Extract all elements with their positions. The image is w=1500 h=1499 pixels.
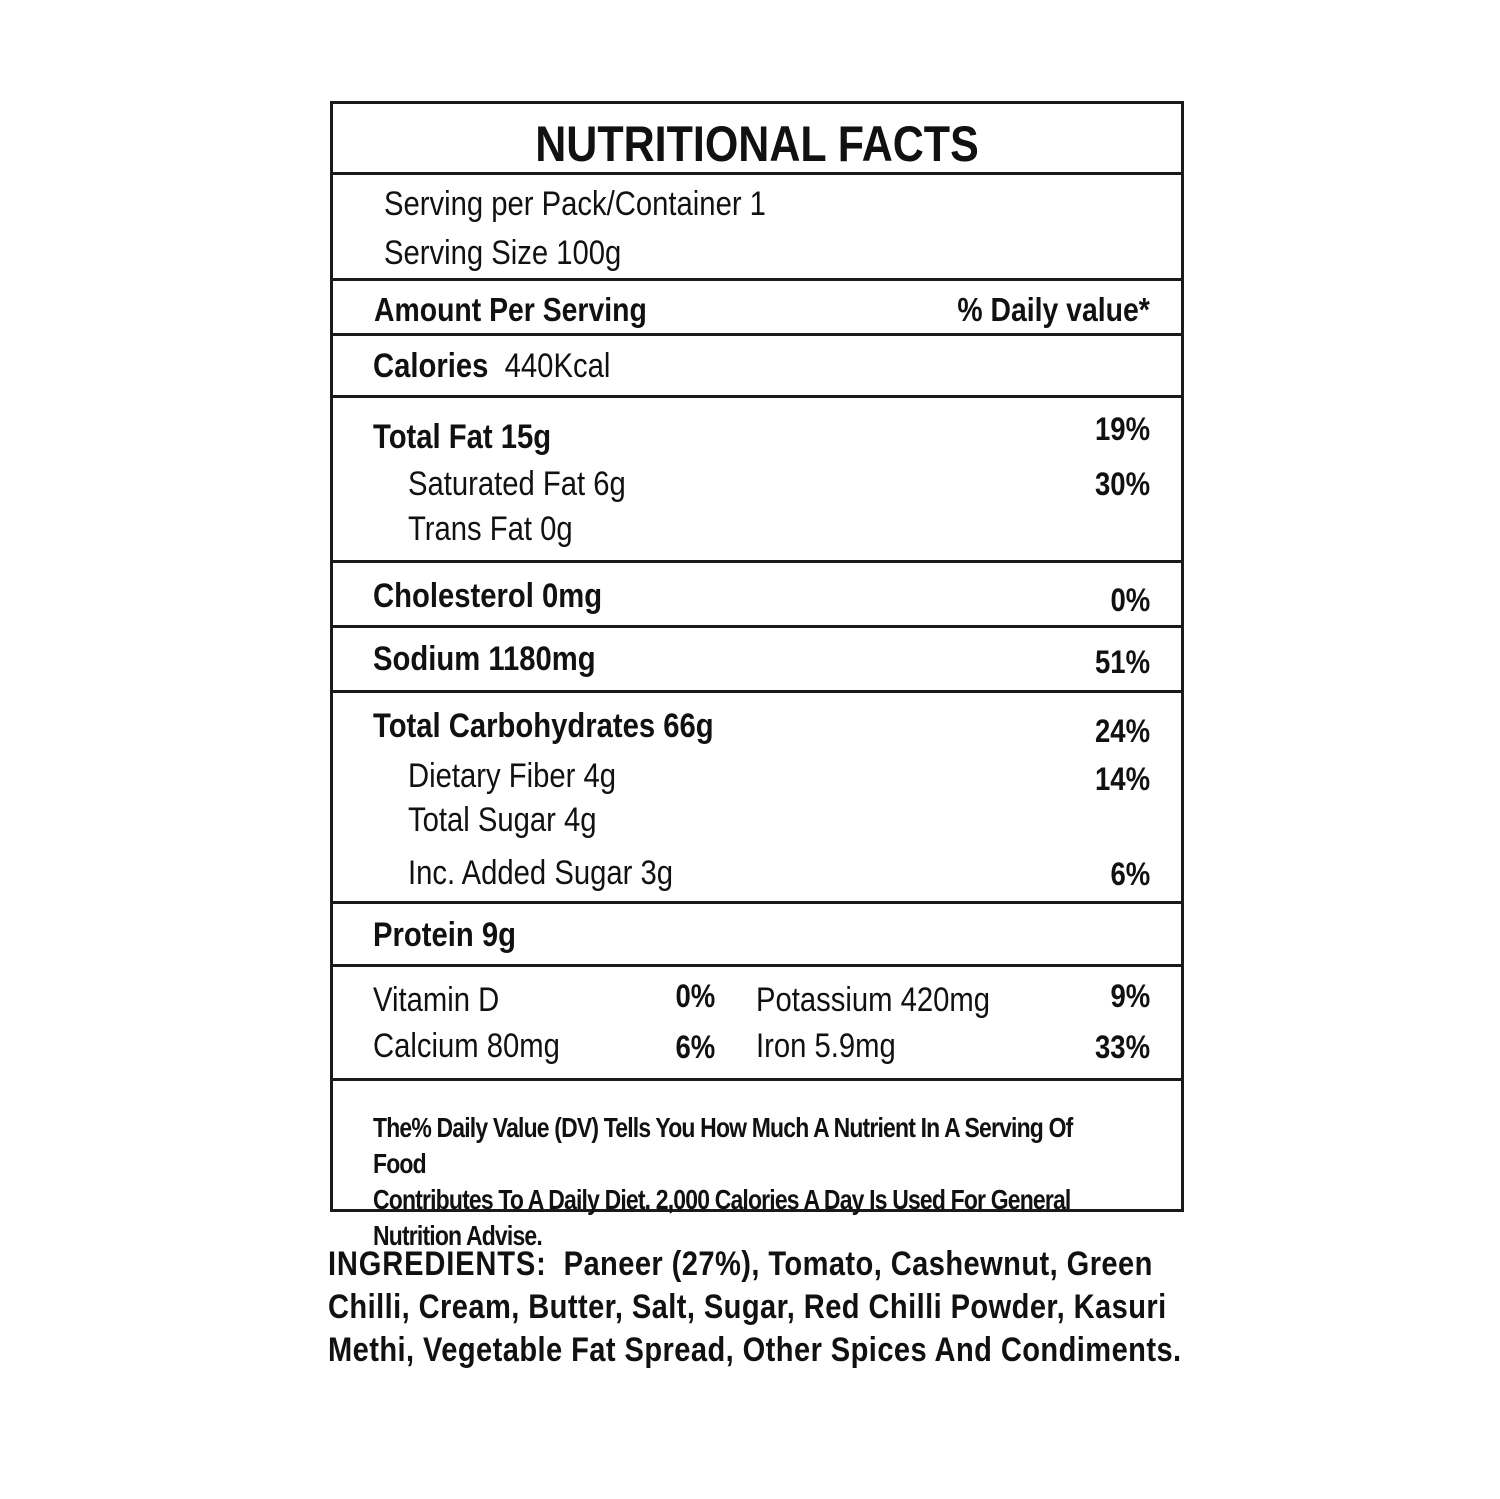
- vitamin-d-dv: 0%: [675, 978, 715, 1014]
- amount-per-serving-header: Amount Per Serving: [374, 291, 647, 328]
- total-fat-dv: 19%: [1094, 411, 1150, 447]
- nutrition-facts-label: [330, 101, 1184, 1251]
- saturated-fat-label: Saturated Fat 6g: [408, 465, 626, 503]
- divider: [333, 625, 1181, 628]
- sodium-label: Sodium 1180mg: [373, 640, 596, 678]
- total-carbohydrates-dv: 24%: [1094, 713, 1150, 749]
- trans-fat-label: Trans Fat 0g: [408, 510, 573, 548]
- divider: [333, 333, 1181, 336]
- serving-size: Serving Size 100g: [384, 234, 622, 272]
- footnote-line: Contributes To A Daily Diet. 2,000 Calories A Day Is Used For General: [373, 1184, 1071, 1215]
- daily-value-header: % Daily value*: [957, 291, 1150, 328]
- ingredients-heading: INGREDIENTS:: [328, 1245, 547, 1283]
- divider: [333, 395, 1181, 398]
- calories-value: 440Kcal: [504, 347, 611, 385]
- vitamin-d-label: Vitamin D: [373, 981, 500, 1019]
- daily-value-footnote: [373, 1110, 1111, 1254]
- divider: [333, 560, 1181, 563]
- total-sugar-label: Total Sugar 4g: [408, 801, 597, 839]
- serving-per-pack: Serving per Pack/Container 1: [384, 185, 766, 223]
- cholesterol-label: Cholesterol 0mg: [373, 577, 603, 615]
- calcium-dv: 6%: [675, 1029, 715, 1065]
- calories-label: Calories: [373, 347, 489, 385]
- total-fat-label: Total Fat 15g: [373, 418, 552, 456]
- divider: [333, 278, 1181, 281]
- ingredients-section: [328, 1243, 1183, 1372]
- footnote-line: The% Daily Value (DV) Tells You How Much A Nutrient In A Serving Of Food: [373, 1112, 1073, 1179]
- saturated-fat-dv: 30%: [1094, 466, 1150, 502]
- calcium-label: Calcium 80mg: [373, 1027, 560, 1065]
- potassium-dv: 9%: [1110, 978, 1150, 1014]
- iron-dv: 33%: [1094, 1029, 1150, 1065]
- protein-label: Protein 9g: [373, 916, 516, 954]
- divider: [333, 1078, 1181, 1081]
- ingredients-text: Paneer (27%), Tomato, Cashewnut, Green Chilli, Cream, Butter, Salt, Sugar, Red Chilli Powder, Kasuri Methi, Vegetable Fat Spread, Other Spices And Condiments.: [328, 1245, 1182, 1369]
- total-carbohydrates-label: Total Carbohydrates 66g: [373, 707, 714, 745]
- dietary-fiber-dv: 14%: [1094, 761, 1150, 797]
- divider: [333, 964, 1181, 967]
- footnote-line: Nutrition Advise.: [373, 1220, 542, 1251]
- divider: [333, 901, 1181, 904]
- dietary-fiber-label: Dietary Fiber 4g: [408, 757, 617, 795]
- divider: [333, 172, 1181, 175]
- cholesterol-dv: 0%: [1110, 582, 1150, 618]
- added-sugar-dv: 6%: [1110, 856, 1150, 892]
- label-title: NUTRITIONAL FACTS: [535, 116, 979, 172]
- sodium-dv: 51%: [1094, 644, 1150, 680]
- divider: [333, 690, 1181, 693]
- calories-row: [373, 349, 610, 383]
- added-sugar-label: Inc. Added Sugar 3g: [408, 854, 673, 892]
- potassium-label: Potassium 420mg: [756, 981, 991, 1019]
- iron-label: Iron 5.9mg: [756, 1027, 896, 1065]
